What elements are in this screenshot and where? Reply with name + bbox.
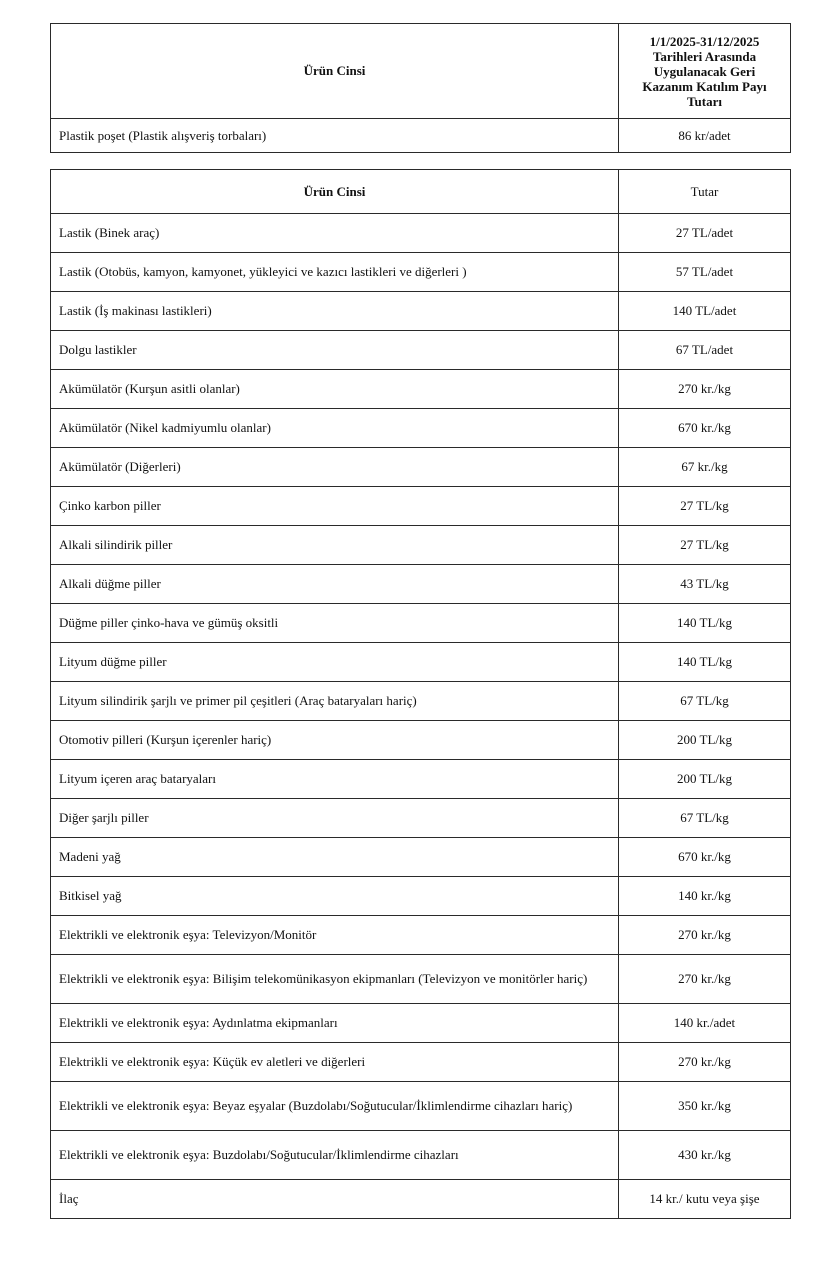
table-row	[51, 119, 791, 153]
header-line: Tarihleri Arasında	[652, 48, 757, 64]
amount-cell: 43 TL/kg	[619, 565, 791, 604]
table-row	[51, 1043, 791, 1082]
product-name-cell: Akümülatör (Kurşun asitli olanlar)	[51, 370, 619, 409]
amount-cell: 67 TL/adet	[619, 331, 791, 370]
amount-cell: 14 kr./ kutu veya şişe	[619, 1180, 791, 1219]
amount-cell: 270 kr./kg	[619, 916, 791, 955]
table-row	[51, 799, 791, 838]
table-row	[51, 448, 791, 487]
table-row	[51, 643, 791, 682]
product-name-cell: Alkali silindirik piller	[51, 526, 619, 565]
table-row	[51, 955, 791, 1004]
header-line: Uygulanacak Geri	[653, 63, 756, 79]
contribution-fee-table-products	[50, 169, 791, 1219]
product-name-cell: Lityum silindirik şarjlı ve primer pil çeşitleri (Araç bataryaları hariç)	[51, 682, 619, 721]
amount-cell: 27 TL/adet	[619, 214, 791, 253]
table-row	[51, 916, 791, 955]
amount-cell: 67 TL/kg	[619, 799, 791, 838]
product-name-cell: Elektrikli ve elektronik eşya: Beyaz eşyalar (Buzdolabı/Soğutucular/İklimlendirme cihazları hariç)	[51, 1082, 619, 1131]
product-name-cell: Plastik poşet (Plastik alışveriş torbaları)	[51, 119, 619, 153]
amount-cell: 270 kr./kg	[619, 370, 791, 409]
table-header-row	[51, 24, 791, 119]
table-row	[51, 1004, 791, 1043]
amount-cell: 200 TL/kg	[619, 721, 791, 760]
product-name-cell: Diğer şarjlı piller	[51, 799, 619, 838]
product-name-cell: Lityum içeren araç bataryaları	[51, 760, 619, 799]
amount-cell: 140 TL/kg	[619, 604, 791, 643]
product-name-cell: Dolgu lastikler	[51, 331, 619, 370]
header-line: Tutarı	[687, 93, 722, 109]
amount-cell: 140 kr./kg	[619, 877, 791, 916]
product-name-cell: İlaç	[51, 1180, 619, 1219]
product-name-cell: Çinko karbon piller	[51, 487, 619, 526]
contribution-fee-table-plastic-bags	[50, 23, 791, 153]
table-row	[51, 604, 791, 643]
amount-cell: 67 TL/kg	[619, 682, 791, 721]
product-name-cell: Lastik (İş makinası lastikleri)	[51, 292, 619, 331]
product-name-cell: Düğme piller çinko-hava ve gümüş oksitli	[51, 604, 619, 643]
product-name-cell: Lityum düğme piller	[51, 643, 619, 682]
header-line: 1/1/2025-31/12/2025	[649, 33, 760, 49]
product-name-cell: Alkali düğme piller	[51, 565, 619, 604]
product-name-cell: Bitkisel yağ	[51, 877, 619, 916]
amount-cell: 86 kr/adet	[619, 119, 791, 153]
table-row	[51, 1180, 791, 1219]
product-name-cell: Elektrikli ve elektronik eşya: Bilişim telekomünikasyon ekipmanları (Televizyon ve monitörler hariç)	[51, 955, 619, 1004]
product-name-cell: Elektrikli ve elektronik eşya: Buzdolabı/Soğutucular/İklimlendirme cihazları	[51, 1131, 619, 1180]
table-row	[51, 331, 791, 370]
amount-cell: 200 TL/kg	[619, 760, 791, 799]
column-header-product-type: Ürün Cinsi	[51, 24, 619, 119]
product-name-cell: Elektrikli ve elektronik eşya: Küçük ev aletleri ve diğerleri	[51, 1043, 619, 1082]
amount-cell: 27 TL/kg	[619, 526, 791, 565]
amount-cell: 270 kr./kg	[619, 1043, 791, 1082]
product-name-cell: Otomotiv pilleri (Kurşun içerenler hariç)	[51, 721, 619, 760]
amount-cell: 140 TL/kg	[619, 643, 791, 682]
table-row	[51, 682, 791, 721]
product-name-cell: Akümülatör (Nikel kadmiyumlu olanlar)	[51, 409, 619, 448]
amount-cell: 67 kr./kg	[619, 448, 791, 487]
amount-cell: 670 kr./kg	[619, 409, 791, 448]
table-row	[51, 721, 791, 760]
product-name-cell: Lastik (Binek araç)	[51, 214, 619, 253]
product-name-cell: Elektrikli ve elektronik eşya: Aydınlatma ekipmanları	[51, 1004, 619, 1043]
amount-cell: 27 TL/kg	[619, 487, 791, 526]
table-row	[51, 409, 791, 448]
table-row	[51, 526, 791, 565]
amount-cell: 350 kr./kg	[619, 1082, 791, 1131]
table-row	[51, 487, 791, 526]
table-row	[51, 214, 791, 253]
column-header-product-type: Ürün Cinsi	[51, 170, 619, 214]
amount-cell: 430 kr./kg	[619, 1131, 791, 1180]
amount-cell: 57 TL/adet	[619, 253, 791, 292]
table-row	[51, 253, 791, 292]
amount-cell: 140 TL/adet	[619, 292, 791, 331]
table-row	[51, 565, 791, 604]
amount-cell: 670 kr./kg	[619, 838, 791, 877]
product-name-cell: Lastik (Otobüs, kamyon, kamyonet, yükleyici ve kazıcı lastikleri ve diğerleri )	[51, 253, 619, 292]
table-row	[51, 877, 791, 916]
table-row	[51, 370, 791, 409]
header-line: Kazanım Katılım Payı	[642, 78, 767, 94]
product-name-cell: Akümülatör (Diğerleri)	[51, 448, 619, 487]
product-name-cell: Madeni yağ	[51, 838, 619, 877]
product-name-cell: Elektrikli ve elektronik eşya: Televizyon/Monitör	[51, 916, 619, 955]
amount-cell: 140 kr./adet	[619, 1004, 791, 1043]
column-header-amount: Tutar	[619, 170, 791, 214]
table-row	[51, 760, 791, 799]
amount-cell: 270 kr./kg	[619, 955, 791, 1004]
table-header-row	[51, 170, 791, 214]
table-row	[51, 838, 791, 877]
table-row	[51, 292, 791, 331]
table-row	[51, 1131, 791, 1180]
column-header-fee-period	[619, 24, 791, 119]
table-row	[51, 1082, 791, 1131]
